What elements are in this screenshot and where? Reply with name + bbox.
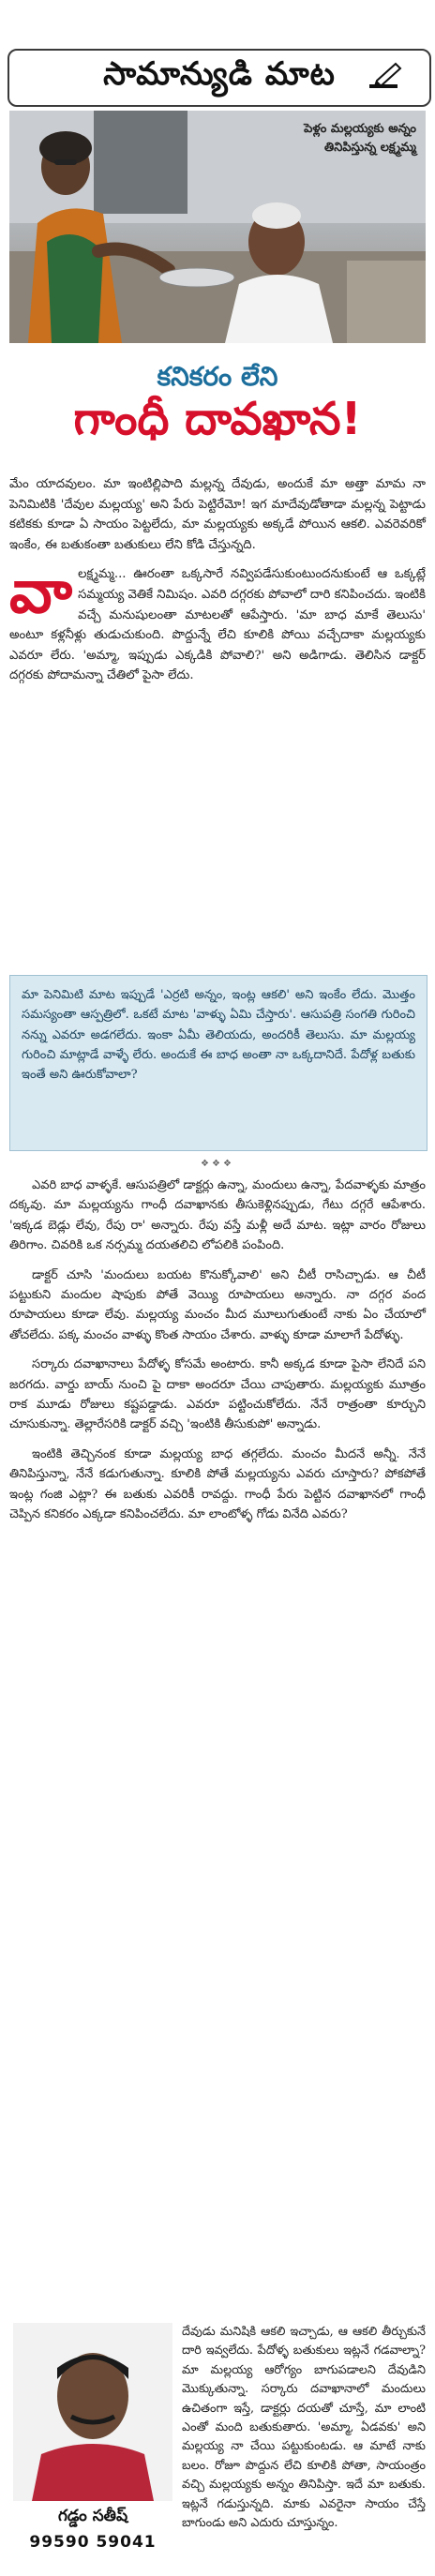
highlight-box-text: మా పెనిమిటి మాట ఇప్పుడే 'ఎర్రటి అన్నం, ఇంట్ల ఆకలి' అని ఇంకేం లేదు. మొత్తం సమస్యంతా ఆస్పత్రిలో. ఒకటే మాట 'వాళ్ళు ఏమి చేస్తారు'. ఆసుపత్రి సంగతి గురించి నన్ను ఎవరూ అడగలేదు. ఇంకా ఏమీ తెలియదు, అందరికీ తెలుసు. మా మల్లయ్య గురించి మాట్లాడే వాళ్ళే లేరు. అందుకే ఈ బాధ అంతా నా ఒక్కదానిదే. పేదోళ్ల బతుకు ఇంతే అని ఊరుకోవాలా?	[22, 988, 415, 1083]
author-section	[9, 2323, 426, 2569]
paragraph: డాక్టర్ చూసి 'మందులు బయట కొనుక్కోవాలి' అని చీటీ రాసిచ్చాడు. ఆ చీటీ పట్టుకుని మందుల షాపుకు పోతే వెయ్యి రూపాయలు అన్నారు. నా దగ్గర వంద రూపాయలు కూడా లేవు. మల్లయ్య మంచం మీద మూలుగుతుంటే నాకు ఏం చేయాలో తోచలేదు. పక్క మంచం వాళ్ళు కొంత సాయం చేశారు. వాళ్ళు కూడా మాలాగే పేదోళ్ళు.	[9, 1267, 426, 1342]
drop-cap: వా	[9, 558, 73, 628]
section-separator: ❖❖❖	[201, 1159, 234, 1169]
photo-caption: పెళ్లం మల్లయ్యకు అన్నం తినిపిస్తున్న లక్ష్మమ్మ	[304, 122, 416, 155]
column-masthead	[8, 49, 431, 107]
feature-photo	[9, 111, 426, 343]
lead-paragraph: మేం యాదవులం. మా ఇంటిల్లిపాది మల్లన్న దేవుడు, అందుకే మా అత్తా మామ నా పెనిమిటికి 'దేవుల మల్లయ్య' అని పేరు పెట్టిరేమో! ఇగ మాదేవుడోతాడా మల్లన్న పెట్టాడు కటికకు కూడా ఏ సాయం పెట్టలేదు, మా మల్లయ్యకు అక్కడే పోయిన ఆకలి. ఎవరెవరికో ఇంకేం, ఈ బతుకంతా బతుకులు లేని కోడి చేస్తున్నది.	[9, 477, 426, 552]
headline	[6, 360, 429, 450]
paragraph: సర్కారు దవాఖానాలు పేదోళ్ళ కోసమే అంటారు. కానీ అక్కడ కూడా పైసా లేనిదే పని జరగదు. వార్డు బాయ్ నుంచి పై దాకా అందరూ చేయి చాపుతారు. మల్లయ్యకు మూత్రం రాక మూడు రోజులు కష్టపడ్డాడు. ఎవరూ పట్టించుకోలేదు. నేనే రాత్రంతా కూర్చుని చూసుకున్నా. తెల్లారేసరికి డాక్టర్ వచ్చి 'ఇంటికి తీసుకుపో' అన్నాడు.	[9, 1357, 426, 1432]
headline-line-2: గాంధీ దావఖాన!	[73, 393, 362, 445]
author-portrait	[13, 2323, 172, 2501]
paragraph: ఇంటికి తెచ్చినంక కూడా మల్లయ్య బాధ తగ్గలేదు. మంచం మీదనే అన్నీ. నేనే తినిపిస్తున్నా, నేనే కడుగుతున్నా. కూలికి పోతే మల్లయ్యను ఎవరు చూస్తారు? పోకపోతే ఇంట్ల గంజి ఎట్లా? ఈ బతుకు ఎవరికీ రావద్దు. గాంధీ పేరు పెట్టిన దవాఖానలో గాంధీ చెప్పిన కనికరం ఎక్కడా కనిపించలేదు. మా లాంటోళ్ళ గోడు వినేది ఎవరు?	[9, 1446, 426, 1522]
highlight-box	[9, 975, 428, 1151]
paragraph	[9, 558, 426, 686]
closing-text: దేవుడు మనిషికి ఆకలి ఇచ్చాడు, ఆ ఆకలి తీర్చుకునే దారి ఇవ్వలేదు. పేదోళ్ళ బతుకులు ఇట్లనే గడవాల్నా? మా మల్లయ్య ఆరోగ్యం బాగుపడాలని దేవుడిని మొక్కుతున్నా. సర్కారు దవాఖానాలో మందులు ఉచితంగా ఇస్తే, డాక్టర్లు దయతో చూస్తే, మా లాంటి ఎంతో మంది బతుకుతారు. 'అమ్మా, ఏడవకు' అని మల్లయ్య నా చేయి పట్టుకుంటడు. ఆ మాటే నాకు బలం. రోజూ పొద్దున లేచి కూలికి పోతా, సాయంత్రం వచ్చి మల్లయ్యకు అన్నం తినిపిస్తా. ఇదే మా బతుకు. ఇట్లనే గడుస్తున్నది. మాకు ఎవరైనా సాయం చేస్తే బాగుండు అని ఎదురు చూస్తున్నం.	[182, 2325, 426, 2531]
column-title: సామాన్యుడి మాట	[103, 55, 336, 93]
author-name: గడ్డం సతీష్	[57, 2507, 128, 2525]
paragraph: ఎవరి బాధ వాళ్ళకే. ఆసుపత్రిలో డాక్టర్లు ఉన్నా, మందులు ఉన్నా, పేదవాళ్ళకు మాత్రం దక్కవు. మా మల్లయ్యను గాంధీ దవాఖానకు తీసుకెళ్లినప్పుడు, గేటు దగ్గరే ఆపేశారు. 'ఇక్కడ బెడ్లు లేవు, రేపు రా' అన్నారు. రేపు వస్తే మళ్లీ అదే మాట. ఇట్లా వారం రోజులు తిరిగాం. చివరికి ఒక నర్సమ్మ దయతలిచి లోపలికి పంపింది.	[9, 1178, 426, 1253]
article-body	[9, 474, 426, 696]
pen-icon	[368, 60, 405, 94]
paragraph-text: లక్ష్మమ్మ... ఊరంతా ఒక్కసారే నవ్విపడేసుకుంటుందనుకుంటే ఆ ఒక్కట్లే సమ్మయ్య వెతికే నిమిషం. ఎవరి దగ్గరకు పోవాలో దారి కనిపించదు. ఇంటికి వచ్చే మనుషులంతా మాటలతో ఆపేస్తారు. 'మా బాధ మాకే తెలుసు' అంటూ కళ్లనీళ్లు తుడుచుకుంది. పొద్దున్నే లేచి కూలికి పోయి వచ్చేదాకా మల్లయ్యకు ఎవరూ లేరు. 'అమ్మా, ఇప్పుడు ఎక్కడికి పోవాలి?' అని అడిగాడు. తెలిసిన డాక్టర్ దగ్గరకు పోదామన్నా చేతిలో పైసా లేదు.	[9, 567, 426, 683]
article-body-continued	[9, 1176, 426, 1535]
author-phone: 99590 59041	[29, 2533, 157, 2552]
author-photo	[13, 2323, 172, 2501]
headline-line-1: కనికరం లేని	[157, 361, 278, 392]
